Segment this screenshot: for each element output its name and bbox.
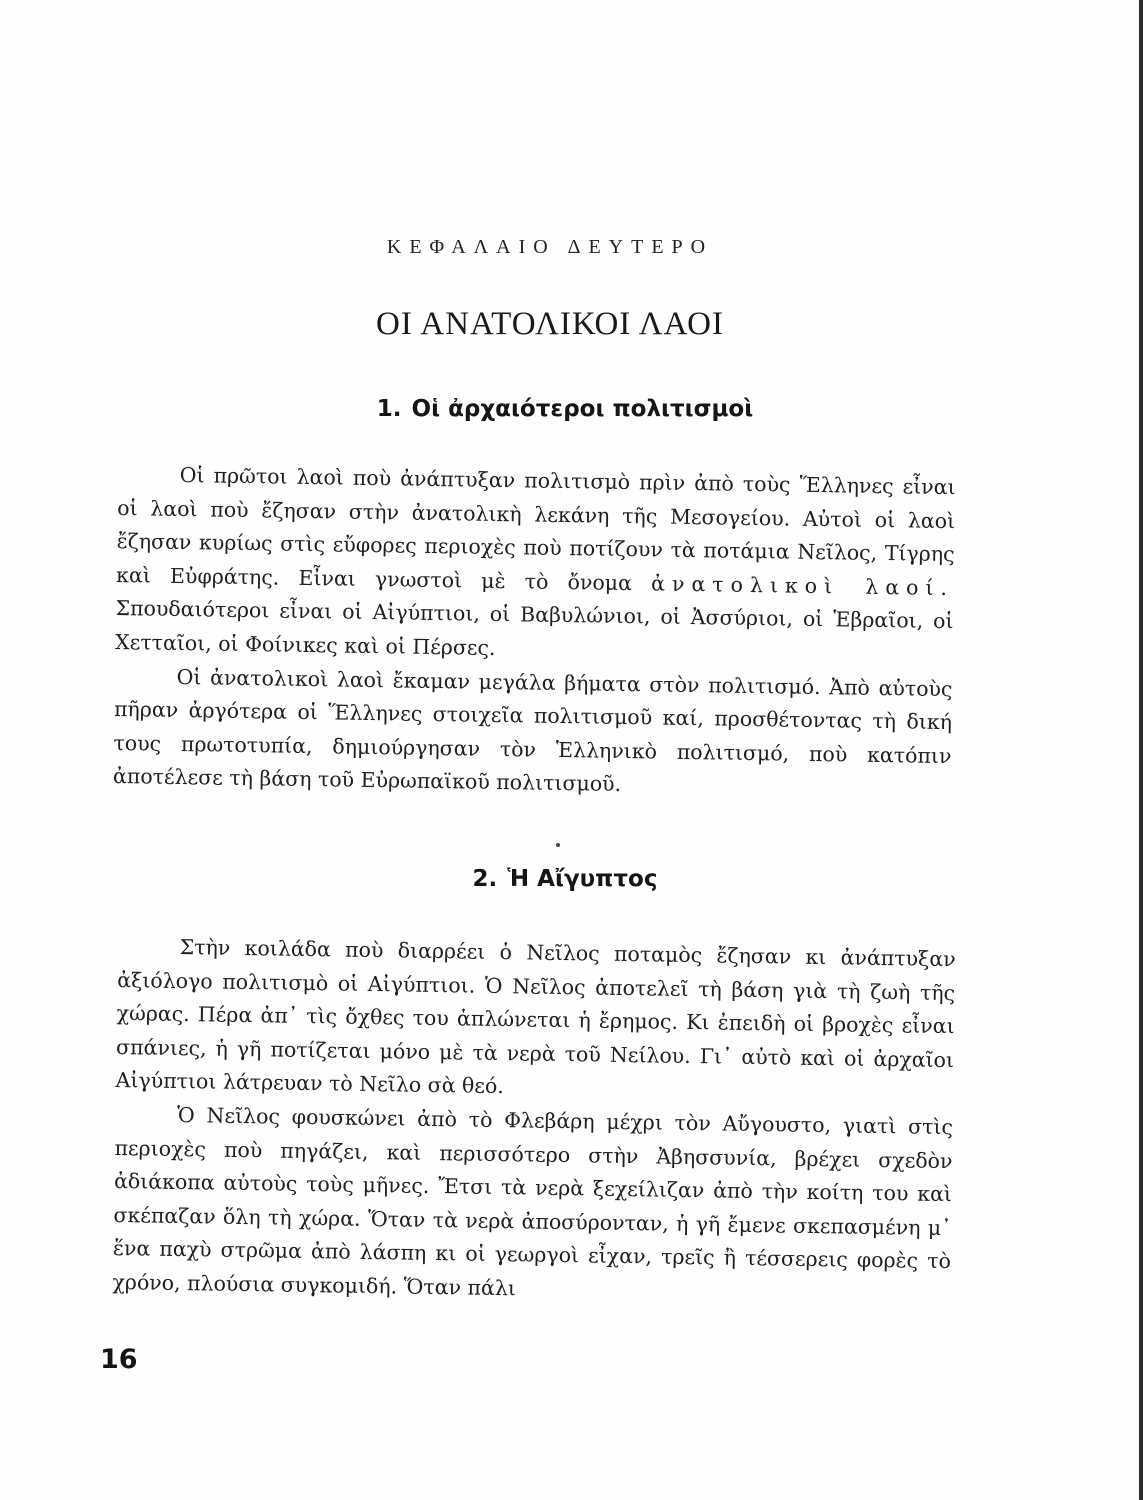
section-1-paragraph-1-emphasis: ἀνατολικοὶ λαοί. <box>650 571 955 600</box>
section-2-heading <box>0 866 1130 892</box>
section-1-paragraph-1 <box>115 458 956 673</box>
section-2-paragraph-2: Ὁ Νεῖλος φουσκώνει ἀπὸ τὸ Φλεβάρη μέχρι τὸν Αὔγουστο, γιατὶ στὶς περιοχὲς ποὺ πηγάζει, καὶ περισσότερο στὴν Ἀβησσυνία, βρέχει σχεδὸν ἀδιάκοπα αὐτοὺς τοὺς μῆνες. Ἔτσι τὰ νερὰ ξεχείλιζαν ἀπὸ τὴν κοίτη του καὶ σκέπαζαν ὅλη τὴ χώρα. Ὅταν τὰ νερὰ ἀποσύρονταν, ἡ γῆ ἔμενε σκεπασμένη μ᾿ ἕνα παχὺ στρῶμα ἀπὸ λάσπη κι οἱ γεωργοὶ εἶχαν, τρεῖς ἢ τέσσερεις φορὲς τὸ χρόνο, πλούσια συγκομιδή. Ὅταν πάλι <box>112 1102 954 1301</box>
chapter-title: ΟΙ ΑΝΑΤΟΛΙΚΟΙ ΛΑΟΙ <box>376 306 724 342</box>
section-1-paragraph-2: Οἱ ἀνατολικοὶ λαοὶ ἔκαμαν μεγάλα βήματα στὸν πολιτισμό. Ἀπὸ αὐτοὺς πῆραν ἀργότερα οἱ Ἕλληνες στοιχεῖα πολιτισμοῦ καί, προσθέτοντας τὴ δική τους πρωτοτυπία, δημιούργησαν τὸν Ἑλληνικὸ πολιτισμό, ποὺ κατόπιν ἀποτέλεσε τὴ βάση τοῦ Εὐρωπαϊκοῦ πολιτισμοῦ. <box>112 664 953 797</box>
section-1-number: 1. <box>376 396 402 422</box>
section-2-number: 2. <box>472 866 498 892</box>
ink-speck <box>556 843 560 847</box>
section-2-title: Ἡ Αἴγυπτος <box>507 866 658 892</box>
chapter-label: ΚΕΦΑΛΑΙΟ ΔΕΥΤΕΡΟ <box>386 236 714 258</box>
section-2-body <box>112 930 956 1313</box>
page-number: 16 <box>100 1344 138 1375</box>
section-2-paragraph-1: Στὴν κοιλάδα ποὺ διαρρέει ὁ Νεῖλος ποταμὸς ἔζησαν κι ἀνάπτυξαν ἀξιόλογο πολιτισμὸ οἱ Αἰγύπτιοι. Ὁ Νεῖλος ἀποτελεῖ τὴ βάση γιὰ τὴ ζωὴ τῆς χώρας. Πέρα ἀπ᾿ τὶς ὄχθες του ἁπλώνεται ἡ ἔρημος. Κι ἐπειδὴ οἱ βροχὲς εἶναι σπάνιες, ἡ γῆ ποτίζεται μόνο μὲ τὰ νερὰ τοῦ Νείλου. Γι᾿ αὐτὸ καὶ οἱ ἀρχαῖοι Αἰγύπτιοι λάτρευαν τὸ Νεῖλο σὰ θεό. <box>115 934 956 1099</box>
scan-edge <box>1139 0 1143 1500</box>
section-1-body <box>113 458 956 807</box>
section-1-paragraph-1-after: Σπουδαιότεροι εἶναι οἱ Αἰγύπτιοι, οἱ Βαβυλώνιοι, οἱ Ἀσσύριοι, οἱ Ἑβραῖοι, οἱ Χετταῖοι, οἱ Φοίνικες καὶ οἱ Πέρσες. <box>114 596 954 660</box>
section-1-heading <box>0 396 1130 422</box>
section-1-title: Οἱ ἀρχαιότεροι πολιτισμοὶ <box>411 396 754 422</box>
section-1-paragraph-1-before: Οἱ πρῶτοι λαοὶ ποὺ ἀνάπτυξαν πολιτισμὸ πρὶν ἀπὸ τοὺς Ἕλληνες εἶναι οἱ λαοὶ ποὺ ἔζησαν στὴν ἀνατολικὴ λεκάνη τῆς Μεσογείου. Αὐτοὶ οἱ λαοὶ ἔζησαν κυρίως στὶς εὔφορες περιοχὲς ποὺ ποτίζουν τὰ ποτάμια Νεῖλος, Τίγρης καὶ Εὐφράτης. Εἶναι γνωστοὶ μὲ τὸ ὄνομα <box>115 462 956 595</box>
